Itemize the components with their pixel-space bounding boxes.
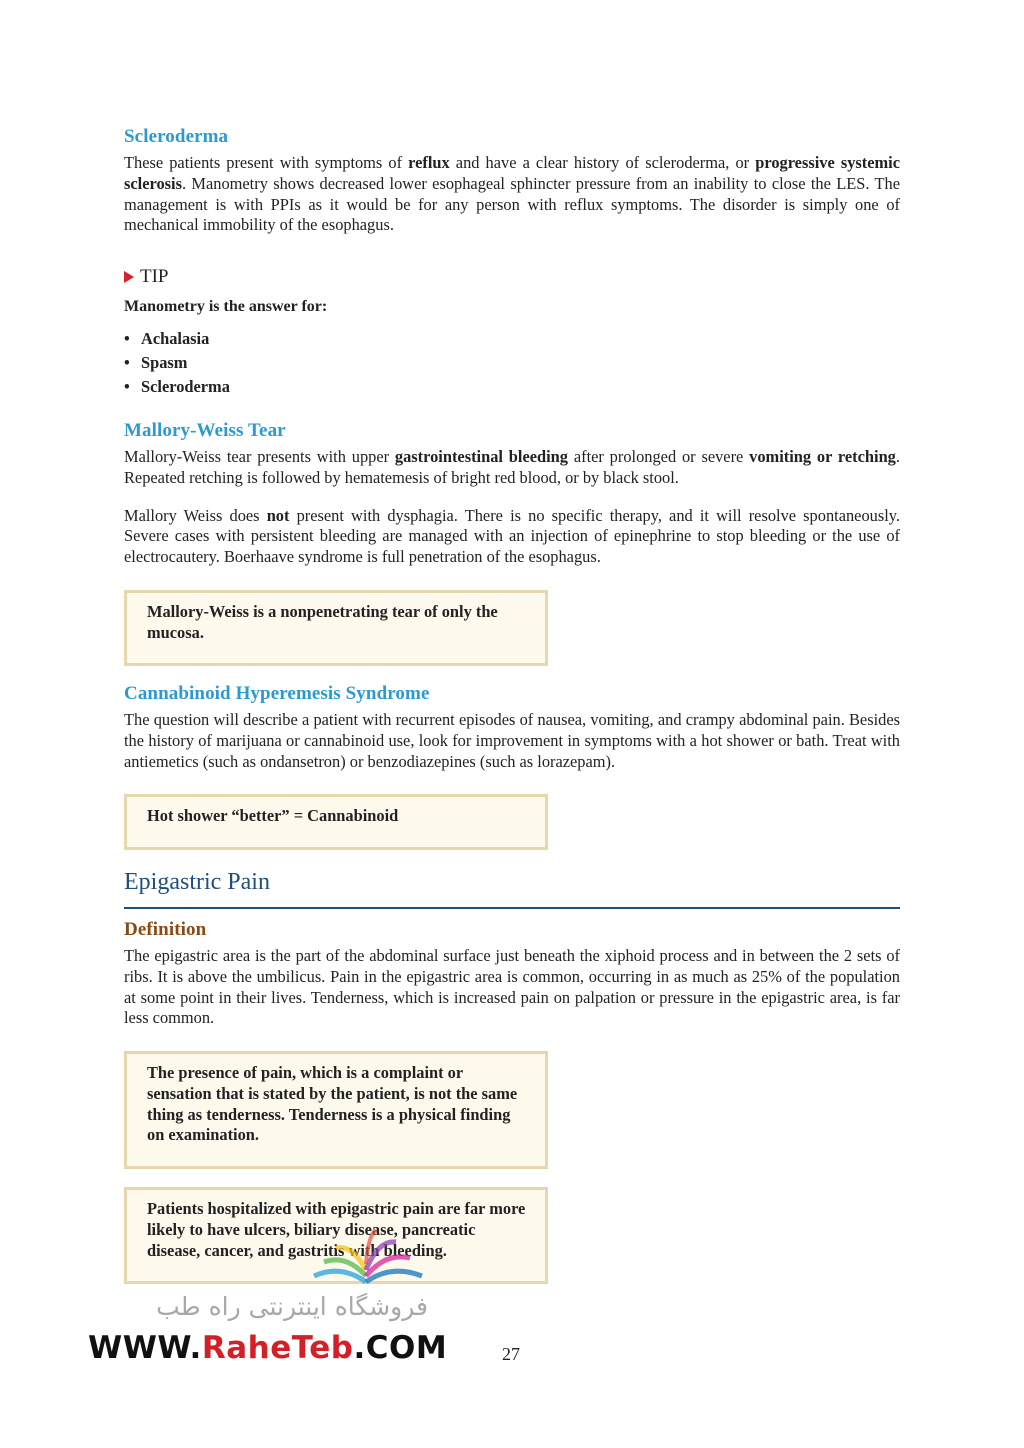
scleroderma-paragraph: These patients present with symptoms of reflux and have a clear history of scleroderma, or progressive systemic sclerosis. Manometry shows decreased lower esophageal sphincter pressure from an inability to close the LES. The management is with PPIs as it would be for any person with reflux symptoms. The disorder is simply one of mechanical immobility of the esophagus. [124, 153, 900, 235]
tip-section [124, 266, 900, 399]
section-heading: Epigastric Pain [124, 869, 270, 895]
scleroderma-section [124, 126, 900, 236]
callout-text: Hot shower “better” = Cannabinoid [147, 806, 399, 825]
cannabinoid-heading: Cannabinoid Hyperemesis Syndrome [124, 683, 430, 704]
callout-text: The presence of pain, which is a complaint or sensation that is stated by the patient, is not the same thing as tenderness. Tenderness is a physical finding on examination. [147, 1063, 518, 1145]
epigastric-section-title [124, 869, 900, 896]
mallory-weiss-section [124, 420, 900, 568]
tip-arrow-icon [124, 271, 134, 283]
watermark-persian-text: فروشگاه اینترنتی راه طب [156, 1292, 428, 1321]
list-item: • Scleroderma [124, 377, 230, 396]
pain-vs-tenderness-callout [124, 1051, 548, 1169]
book-logo-icon [306, 1224, 430, 1284]
tip-list [124, 327, 900, 399]
cannabinoid-section [124, 683, 900, 772]
callout-text: Mallory-Weiss is a nonpenetrating tear of only the mucosa. [147, 602, 498, 642]
tip-subheading: Manometry is the answer for: [124, 298, 328, 315]
mallory-weiss-callout [124, 590, 548, 666]
scleroderma-heading: Scleroderma [124, 126, 229, 147]
callout-text: Patients hospitalized with epigastric pain are far more likely to have ulcers, biliary disease, pancreatic disease, cancer, and gastritis with bleeding. [147, 1199, 526, 1260]
definition-heading: Definition [124, 919, 207, 940]
watermark-url: WWW.RaheTeb.COM [88, 1330, 448, 1366]
mallory-weiss-paragraph-2: Mallory Weiss does not present with dysphagia. There is no specific therapy, and it will resolve spontaneously. Severe cases with persistent bleeding are managed with an injection of epinephrine to stop bleeding or the use of electrocautery. Boerhaave syndrome is full penetration of the esophagus. [124, 505, 900, 567]
definition-section [124, 919, 900, 1029]
cannabinoid-paragraph: The question will describe a patient with recurrent episodes of nausea, vomiting, and crampy abdominal pain. Besides the history of marijuana or cannabinoid use, look for improvement in symptoms with a hot shower or bath. Treat with antiemetics (such as ondansetron) or benzodiazepines (such as lorazepam). [124, 710, 900, 771]
section-divider [124, 907, 900, 909]
definition-paragraph: The epigastric area is the part of the abdominal surface just beneath the xiphoid process and in between the 2 sets of ribs. It is above the umbilicus. Pain in the epigastric area is common, occurring in as much as 25% of the population at some point in their lives. Tenderness, which is increased pain on palpation or pressure in the epigastric area, is far less common. [124, 946, 900, 1028]
tip-header [124, 266, 900, 288]
list-item: • Spasm [124, 353, 188, 372]
cannabinoid-callout [124, 794, 548, 850]
page-number: 27 [502, 1344, 520, 1364]
tip-label: TIP [140, 266, 169, 287]
list-item: • Achalasia [124, 329, 210, 348]
mallory-weiss-heading: Mallory-Weiss Tear [124, 420, 286, 441]
mallory-weiss-paragraph-1: Mallory-Weiss tear presents with upper gastrointestinal bleeding after prolonged or severe vomiting or retching. Repeated retching is followed by hematemesis of bright red blood, or by black stool. [124, 447, 900, 487]
